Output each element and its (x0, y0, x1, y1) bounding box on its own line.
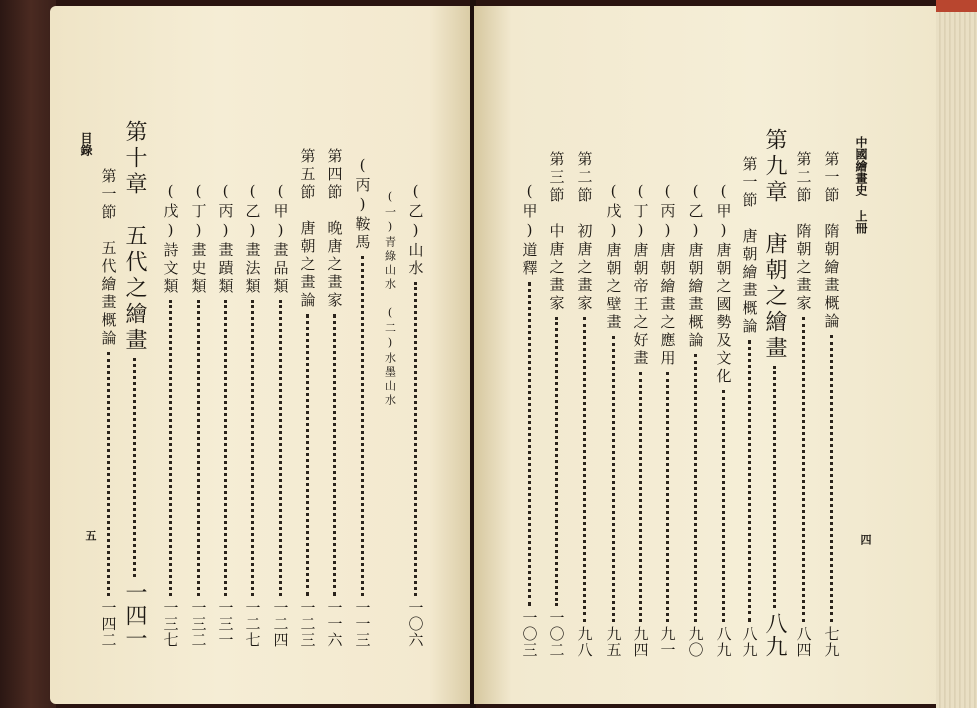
leader-dots (830, 335, 833, 622)
toc-entry[interactable]: (乙)唐朝繪畫概論 九〇 (686, 182, 705, 658)
leader-dots (251, 300, 254, 596)
toc-entry[interactable]: 第五節 唐朝之畫論 一二三 (298, 148, 317, 648)
toc-chapter[interactable]: 第十章 五代之繪畫 一四一 (122, 120, 147, 650)
toc-subentry[interactable]: (一)青綠山水 (二)水墨山水 (383, 190, 397, 408)
leader-dots (639, 372, 642, 622)
leader-dots (361, 256, 364, 596)
book-cover-edge (0, 0, 56, 708)
toc-entry[interactable]: (丙)鞍馬 一一三 (353, 156, 372, 648)
leader-dots (306, 314, 309, 596)
leader-dots (694, 354, 697, 622)
leader-dots (802, 317, 805, 622)
leader-dots (722, 390, 725, 622)
leader-dots (133, 358, 136, 577)
leader-dots (414, 282, 417, 596)
leader-dots (748, 340, 751, 622)
leader-dots (224, 300, 227, 596)
toc-entry[interactable]: 第一節 唐朝繪畫概論 八九 (740, 156, 759, 658)
toc-entry[interactable]: (乙)山水 一〇六 (406, 182, 425, 648)
leader-dots (555, 317, 558, 606)
toc-entry[interactable]: (丙)唐朝繪畫之應用 九一 (658, 182, 677, 658)
left-page (50, 6, 472, 704)
leader-dots (333, 314, 336, 596)
toc-entry[interactable]: (戊)唐朝之壁畫 九五 (604, 182, 623, 658)
leader-dots (107, 352, 110, 596)
leader-dots (583, 317, 586, 622)
toc-entry[interactable]: (甲)唐朝之國勢及文化 八九 (714, 182, 733, 658)
leader-dots (279, 300, 282, 596)
toc-entry[interactable]: 第二節 初唐之畫家 九八 (575, 151, 594, 658)
toc-entry[interactable]: (丁)唐朝帝王之好畫 九四 (631, 182, 650, 658)
toc-entry[interactable]: (丙)畫蹟類 一三一 (216, 182, 235, 648)
toc-entry[interactable]: 第二節 隋朝之畫家 八四 (794, 151, 813, 658)
left-page-header: 目錄 (79, 132, 93, 156)
leader-dots (197, 300, 200, 596)
toc-entry[interactable]: 第三節 中唐之畫家 一〇二 (547, 151, 566, 658)
right-page-header: 中國繪畫史 上冊 (854, 136, 868, 234)
toc-chapter[interactable]: 第九章 唐朝之繪畫 八九 (762, 128, 787, 658)
toc-entry[interactable]: (戊)詩文類 一三七 (161, 182, 180, 648)
leader-dots (666, 372, 669, 622)
toc-entry[interactable]: (乙)畫法類 一二七 (243, 182, 262, 648)
toc-entry[interactable]: (甲)道釋 一〇三 (520, 182, 539, 658)
right-page (474, 6, 944, 704)
page-edges (936, 0, 977, 708)
leader-dots (528, 282, 531, 606)
left-page-number: 五 (84, 530, 97, 541)
toc-entry[interactable]: (丁)畫史類 一三二 (189, 182, 208, 648)
toc-entry[interactable]: 第四節 晚唐之畫家 一一六 (325, 148, 344, 648)
leader-dots (773, 366, 776, 608)
toc-entry[interactable]: 第一節 隋朝繪畫概論 七九 (822, 151, 841, 658)
toc-entry[interactable]: 第一節 五代繪畫概論 一四二 (99, 168, 118, 648)
leader-dots (169, 300, 172, 596)
leader-dots (612, 336, 615, 622)
toc-entry[interactable]: (甲)畫品類 一二四 (271, 182, 290, 648)
right-page-number: 四 (859, 534, 872, 545)
cover-band (936, 0, 977, 12)
